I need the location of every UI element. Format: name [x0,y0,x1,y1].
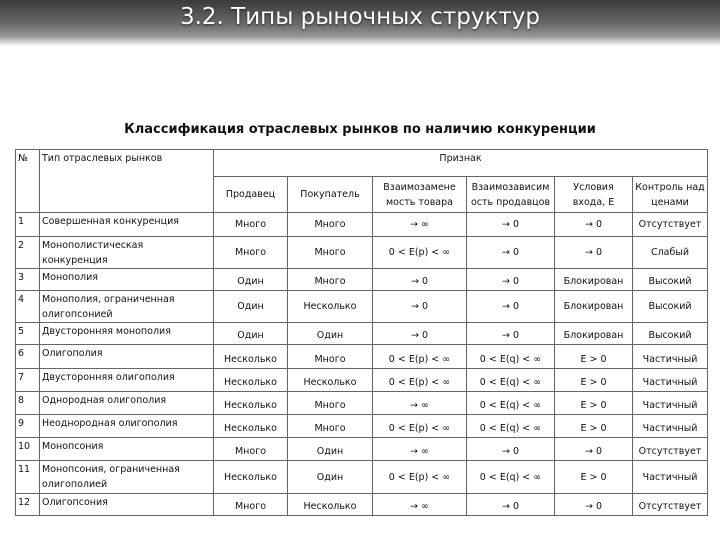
cell-value: Частичный [633,345,708,369]
table-row [16,323,708,345]
cell-value: E > 0 [555,345,633,369]
cell-value: 0 < E(q) < ∞ [467,415,555,438]
cell-value: 0 < E(p) < ∞ [373,345,467,369]
cell-value: Высокий [633,269,708,291]
column-header: Контроль над ценами [633,177,708,213]
table-row [16,392,708,415]
table-row [16,415,708,438]
row-number: 5 [16,323,40,345]
cell-value: → 0 [555,237,633,269]
cell-value: E > 0 [555,369,633,392]
market-type-name: Двусторонняя монополия [40,323,214,345]
cell-value: Много [214,494,288,516]
cell-value: 0 < E(q) < ∞ [467,369,555,392]
table-row [16,237,708,269]
cell-value: Высокий [633,291,708,323]
cell-value: → 0 [467,291,555,323]
cell-value: → 0 [555,213,633,237]
row-number: 8 [16,392,40,415]
cell-value: → ∞ [373,392,467,415]
market-classification-table [15,149,708,516]
cell-value: E > 0 [555,392,633,415]
cell-value: Частичный [633,415,708,438]
column-header: Взаимозамене мость товара [373,177,467,213]
market-type-name: Олигопсония [40,494,214,516]
cell-value: Несколько [214,392,288,415]
cell-value: → 0 [555,494,633,516]
cell-value: E > 0 [555,415,633,438]
table-row [16,494,708,516]
cell-value: 0 < E(q) < ∞ [467,345,555,369]
cell-value: Частичный [633,392,708,415]
cell-value: → 0 [373,323,467,345]
cell-value: Несколько [214,415,288,438]
row-number: 4 [16,291,40,323]
cell-value: Частичный [633,369,708,392]
cell-value: Блокирован [555,269,633,291]
cell-value: → 0 [467,269,555,291]
cell-value: Много [288,269,373,291]
cell-value: Много [288,213,373,237]
header-criteria: Признак [214,150,708,177]
cell-value: → 0 [467,237,555,269]
cell-value: E > 0 [555,461,633,494]
cell-value: Один [214,269,288,291]
cell-value: Один [288,438,373,461]
cell-value: → 0 [373,269,467,291]
market-type-name: Однородная олигополия [40,392,214,415]
cell-value: → 0 [467,438,555,461]
cell-value: Несколько [288,369,373,392]
cell-value: Один [288,461,373,494]
cell-value: Частичный [633,461,708,494]
cell-value: Слабый [633,237,708,269]
cell-value: → 0 [467,213,555,237]
cell-value: 0 < E(q) < ∞ [467,461,555,494]
table-row [16,438,708,461]
market-type-name: Совершенная конкуренция [40,213,214,237]
row-number: 1 [16,213,40,237]
cell-value: Много [214,213,288,237]
table-row [16,461,708,494]
table-row [16,213,708,237]
market-type-name: Монопсония [40,438,214,461]
row-number: 11 [16,461,40,494]
column-header: Покупатель [288,177,373,213]
cell-value: → ∞ [373,213,467,237]
cell-value: Много [214,237,288,269]
cell-value: Много [288,345,373,369]
column-header: Условия входа, Е [555,177,633,213]
cell-value: Несколько [214,345,288,369]
cell-value: Несколько [214,461,288,494]
cell-value: 0 < E(p) < ∞ [373,461,467,494]
cell-value: → 0 [555,438,633,461]
row-number: 3 [16,269,40,291]
cell-value: 0 < E(p) < ∞ [373,415,467,438]
cell-value: Много [288,237,373,269]
slide-header [0,0,720,46]
market-type-name: Монополия [40,269,214,291]
cell-value: Много [288,392,373,415]
cell-value: Блокирован [555,323,633,345]
market-type-name: Двусторонняя олигополия [40,369,214,392]
cell-value: Отсутствует [633,438,708,461]
cell-value: Отсутствует [633,213,708,237]
table-caption: Классификация отраслевых рынков по наличию конкуренции [124,122,596,137]
market-type-name: Олигополия [40,345,214,369]
table-row [16,345,708,369]
cell-value: Отсутствует [633,494,708,516]
cell-value: Много [288,415,373,438]
cell-value: 0 < E(p) < ∞ [373,237,467,269]
market-type-name: Монополия, ограниченная олигопсонией [40,291,214,323]
slide-title: 3.2. Типы рыночных структур [179,4,541,30]
column-header: Продавец [214,177,288,213]
row-number: 7 [16,369,40,392]
row-number: 10 [16,438,40,461]
column-header: Взаимозависим ость продавцов [467,177,555,213]
cell-value: Несколько [288,494,373,516]
cell-value: Блокирован [555,291,633,323]
table-row [16,269,708,291]
header-market-type: Тип отраслевых рынков [40,150,214,213]
market-type-name: Монополистическая конкуренция [40,237,214,269]
table-row [16,369,708,392]
cell-value: → ∞ [373,494,467,516]
cell-value: Несколько [288,291,373,323]
table-row [16,291,708,323]
market-type-name: Неоднородная олигополия [40,415,214,438]
cell-value: 0 < E(q) < ∞ [467,392,555,415]
cell-value: Несколько [214,369,288,392]
row-number: 2 [16,237,40,269]
row-number: 6 [16,345,40,369]
cell-value: Один [214,291,288,323]
cell-value: → ∞ [373,438,467,461]
cell-value: → 0 [373,291,467,323]
header-num: № [16,150,40,213]
cell-value: → 0 [467,494,555,516]
cell-value: Один [288,323,373,345]
cell-value: 0 < E(p) < ∞ [373,369,467,392]
market-type-name: Монопсония, ограниченная олигополией [40,461,214,494]
row-number: 12 [16,494,40,516]
cell-value: Высокий [633,323,708,345]
cell-value: Один [214,323,288,345]
cell-value: → 0 [467,323,555,345]
cell-value: Много [214,438,288,461]
row-number: 9 [16,415,40,438]
